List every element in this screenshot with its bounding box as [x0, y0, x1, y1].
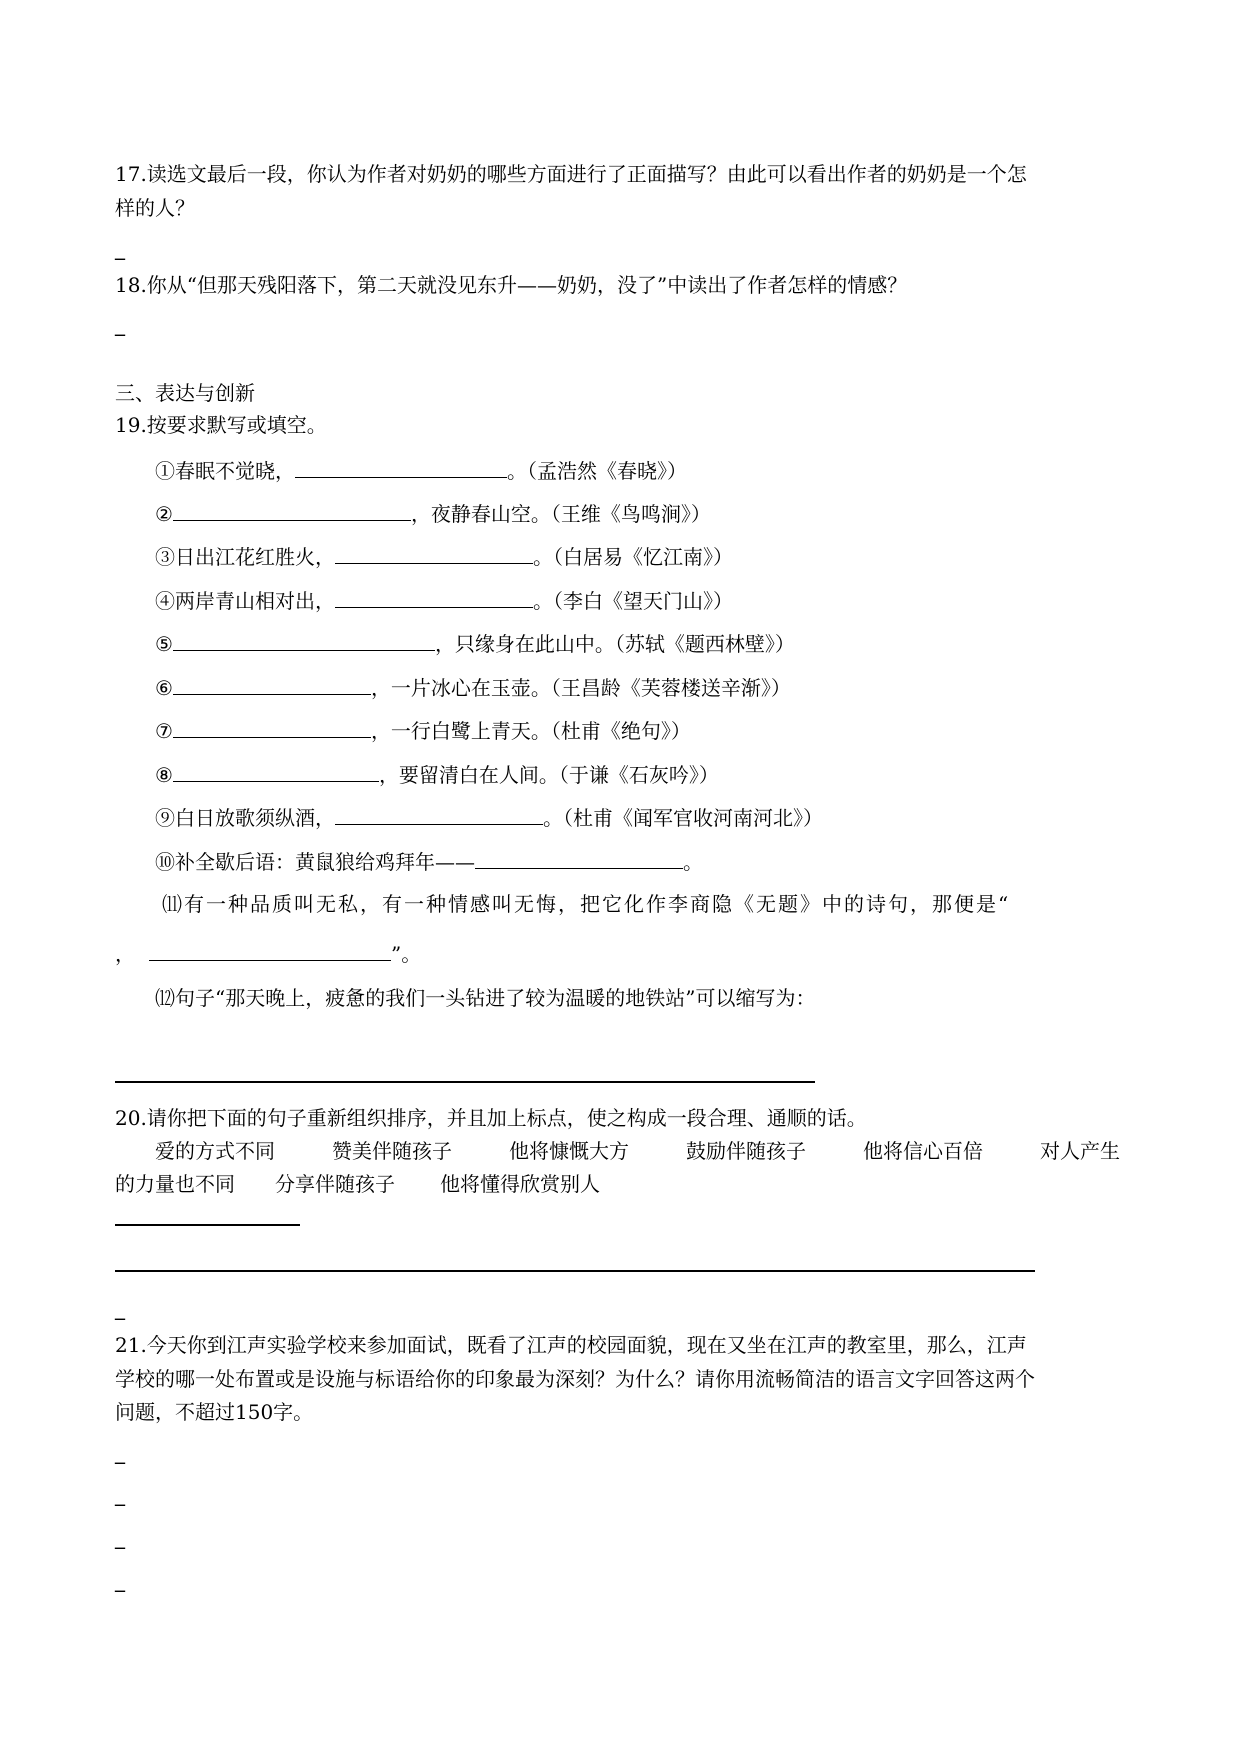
q19-item-1: ①春眠不觉晓， 。（孟浩然《春晓》） [155, 459, 687, 483]
q19-item-9: ⑨白日放歌须纵酒， 。（杜甫《闻军官收河南河北》） [155, 806, 823, 830]
q19-item-12: ⑿句子“那天晚上，疲惫的我们一头钻进了较为温暖的地铁站”可以缩写为： [155, 986, 816, 1010]
q20-answer-line-long[interactable] [115, 1270, 1035, 1272]
fill-blank[interactable] [149, 942, 391, 961]
section-heading: 三、表达与创新 [115, 381, 255, 405]
phrase: 分享伴随孩子 [275, 1172, 395, 1196]
fill-blank[interactable] [173, 632, 435, 651]
phrase: 他将懂得欣赏别人 [440, 1172, 600, 1196]
q19-item-8: ⑧ ，要留清白在人间。（于谦《石灰吟》） [155, 763, 719, 787]
q21-line-2: 学校的哪一处布置或是设施与标语给你的印象最为深刻？为什么？请你用流畅简洁的语言文字回答这两个 [115, 1367, 1035, 1391]
fill-blank[interactable] [295, 459, 507, 478]
q20-answer-dash[interactable]: _ [115, 1296, 125, 1320]
q21-line-1: 21.今天你到江声实验学校来参加面试，既看了江声的校园面貌，现在又坐在江声的教室里，那么，江声 [115, 1333, 1027, 1357]
q19-item-6: ⑥ ，一片冰心在玉壶。（王昌龄《芙蓉楼送辛渐》） [155, 676, 791, 700]
fill-blank[interactable] [335, 545, 533, 564]
q20-phrases-line-1 [155, 1141, 1120, 1161]
fill-blank[interactable] [335, 589, 533, 608]
q19-item-11-line-1: ⑾有一种品质叫无私，有一种情感叫无悔，把它化作李商隐《无题》中的诗句，那便是“ [162, 892, 1011, 916]
q19-item-5: ⑤ ，只缘身在此山中。（苏轼《题西林壁》） [155, 632, 795, 656]
q20-title: 20.请你把下面的句子重新组织排序，并且加上标点，使之构成一段合理、通顺的话。 [115, 1106, 867, 1130]
q17-line-2: 样的人？ [115, 196, 195, 220]
q19-item-11-line-2: ， ”。 [115, 942, 422, 966]
q17-answer-line[interactable]: _ [115, 236, 125, 260]
q19-item-10: ⑩补全歇后语：黄鼠狼给鸡拜年—— 。 [155, 850, 703, 874]
q19-item-2: ② ，夜静春山空。（王维《鸟鸣涧》） [155, 502, 711, 526]
fill-blank[interactable] [173, 502, 411, 521]
q19-item-3: ③日出江花红胜火， 。（白居易《忆江南》） [155, 545, 733, 569]
fill-blank[interactable] [173, 763, 379, 782]
fill-blank[interactable] [335, 806, 543, 825]
q20-answer-line-short[interactable] [115, 1224, 300, 1226]
phrase: 的力量也不同 [115, 1172, 235, 1196]
fill-blank[interactable] [475, 850, 683, 869]
phrase: 爱的方式不同 [155, 1139, 275, 1163]
q18-line-1: 18.你从“但那天残阳落下，第二天就没见东升——奶奶，没了”中读出了作者怎样的情感？ [115, 273, 908, 297]
q17-line-1: 17.读选文最后一段，你认为作者对奶奶的哪些方面进行了正面描写？由此可以看出作者的奶奶是一个怎 [115, 162, 1027, 186]
phrase: 对人产生 [1040, 1139, 1120, 1163]
q19-title: 19.按要求默写或填空。 [115, 413, 327, 437]
q21-answer-line[interactable]: _ [115, 1568, 125, 1592]
fill-blank[interactable] [173, 676, 371, 695]
q18-answer-line[interactable]: _ [115, 312, 125, 336]
phrase: 他将慷慨大方 [509, 1139, 629, 1163]
q20-phrases-line-2 [115, 1174, 600, 1194]
q19-item-7: ⑦ ，一行白鹭上青天。（杜甫《绝句》） [155, 719, 691, 743]
phrase: 他将信心百倍 [863, 1139, 983, 1163]
q21-line-3: 问题，不超过150字。 [115, 1400, 314, 1424]
q21-answer-line[interactable]: _ [115, 1440, 125, 1464]
q19-item-4: ④两岸青山相对出， 。（李白《望天门山》） [155, 589, 733, 613]
q19-item-12-answer-line[interactable] [115, 1081, 815, 1083]
fill-blank[interactable] [173, 719, 371, 738]
phrase: 赞美伴随孩子 [332, 1139, 452, 1163]
q21-answer-line[interactable]: _ [115, 1482, 125, 1506]
q21-answer-line[interactable]: _ [115, 1525, 125, 1549]
phrase: 鼓励伴随孩子 [686, 1139, 806, 1163]
